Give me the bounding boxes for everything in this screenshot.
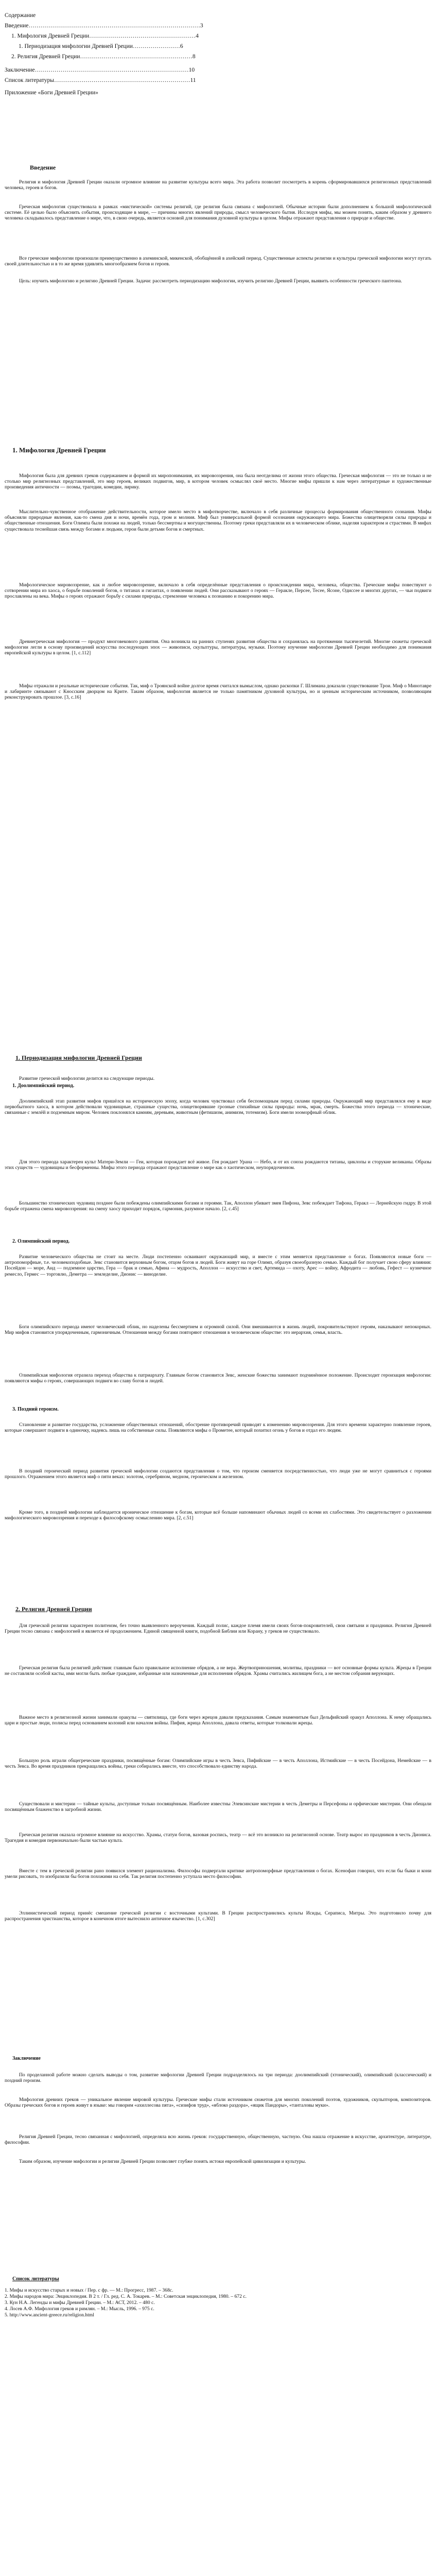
chapter-paragraph: Большую роль играли общегреческие праздники, посвящённые богам: Олимпийские игры в честь Зевса, Пифийские — в честь Аполлона, Истмийские — в честь Посейдона, Немейские — в честь Зевса. Во время праздников прекращались войны, греки собирались вместе, что способствовало единству народа. xyxy=(5,1757,431,1769)
literature-item: 4. Лосев А.Ф. Мифология греков и римлян. – М.: Мысль, 1996. – 975 с. xyxy=(5,2306,154,2312)
intro-title: Введение xyxy=(30,164,56,171)
subsection-paragraph: Боги олимпийского периода имеют человеческий облик, но наделены бессмертием и огромной силой. Они вмешиваются в жизнь людей, покровительствуют героям, наказывают непокорных. Мир мифов становится упорядоченным, гармоничным. Отношения между богами повторяют отношения в человеческом обществе: это иерархия, семья, власть. xyxy=(5,1324,431,1335)
conclusion-paragraph: По проделанной работе можно сделать выводы о том, развитие мифологии Древней Греции подразделялось на три периода: доолимпийский (хтонический), олимпийский (классический) и поздний героизм. xyxy=(5,2072,431,2083)
toc-item: Список литературы……………………………………………………………11 xyxy=(5,77,196,83)
section-lead: Развитие греческой мифологии делится на следующие периоды. xyxy=(19,1075,155,1081)
subsection-heading: 2. Олимпийский период. xyxy=(12,1239,70,1244)
chapter-paragraph: Греческая религия была религией действия: главным было правильное исполнение обрядов, а не вера. Жертвоприношения, молитвы, праздники — вот основные формы культа. Жрецы в Греции не составляли особой касты, ими могли быть любые граждане, избранные или назначенные для исполнения обрядов. Храмы считались жилищем бога, а не местом собрания верующих. xyxy=(5,1665,431,1676)
chapter-title: 1. Мифология Древней Греции xyxy=(12,446,106,454)
conclusion-paragraph: Мифология древних греков — уникальное явление мировой культуры. Греческие мифы стали источником сюжетов для многих поколений поэтов, художников, скульпторов, композиторов. Образы греческих богов и героев живут в языке: мы говорим «ахиллесова пята», «сизифов труд», «яблоко раздора», «ящик Пандоры», «танталовы муки». xyxy=(5,2096,431,2108)
toc-item: Заключение……………………………………………………………………10 xyxy=(5,67,195,73)
literature-item: 1. Мифы и искусство старых и новых / Пер. с фр. — М.: Прогресс, 1987. – 368с. xyxy=(5,2287,173,2293)
subsection-paragraph: Для этого периода характерен культ Матери-Земли — Геи, которая порождает всё живое. Гея рождает Урана — Небо, и от их союза рождаются титаны, циклопы и сторукие великаны. Образы этих существ — чудовищны и бесформенны. Мифы этого периода отражают представление о мире как о хаотическом, неупорядоченном. xyxy=(5,1159,431,1171)
chapter-paragraph: Древнегреческая мифология — продукт многовекового развития. Она возникла на ранних ступенях развития общества и сохранялась на протяжении тысячелетий. Многие сюжеты греческой мифологии легли в основу произведений искусства последующих эпох — живописи, скульптуры, литературы, музыки. Поэтому изучение мифологии Древней Греции необходимо для понимания европейской культуры в целом. [1, с.112] xyxy=(5,638,431,656)
chapter-paragraph: Существовали и мистерии — тайные культы, доступные только посвящённым. Наиболее известны Элевсинские мистерии в честь Деметры и Персефоны и орфические мистерии. Они обещали посвящённым блаженство в загробной жизни. xyxy=(5,1801,431,1812)
subsection-heading: 1. Доолимпийский период. xyxy=(12,1083,75,1089)
chapter-paragraph: Для греческой религии характерен политеизм, без точно выявленного вероучения. Каждый полис, каждое племя имели своих богов-покровителей, свои святыни и праздники. Религия Древней Греции тесно связана с мифологией и является её продолжением. Единой священной книги, подобной Библии или Корану, у греков не существовало. xyxy=(5,1622,431,1634)
subsection-paragraph: Олимпийская мифология отразила переход общества к патриархату. Главным богом становится Зевс, женские божества занимают подчинённое положение. Происходит героизация мифологии: появляются мифы о героях, совершающих подвиги во славу богов и людей. xyxy=(5,1372,431,1384)
toc-item: 1. Мифология Древней Греции………………………………………………4 xyxy=(11,33,199,39)
toc-item: Приложение «Боги Древней Греции» xyxy=(5,90,98,96)
literature-title: Список литературы xyxy=(12,2276,59,2282)
section-title: 1. Периодизация мифологии Древней Греции xyxy=(15,1054,142,1061)
chapter-paragraph: Эллинистический период принёс смешение греческой религии с восточными культами. В Греции распространились культы Исиды, Сераписа, Митры. Это подготовило почву для распространения христианства, которое в конечном итоге вытеснило античное язычество. [1, с.302] xyxy=(5,1910,431,1922)
toc-item: 1. Периодизация мифологии Древней Греции……………………6 xyxy=(19,43,183,49)
toc-item: Введение……………………………………………………………………………3 xyxy=(5,23,203,29)
chapter-paragraph: Мифологическое мировоззрение, как и любое мировоззрение, включало в себя определённые представления о происхождении мира, человека, общества. Греческие мифы повествуют о сотворении мира из хаоса, о борьбе поколений богов, о титанах и гигантах, о появлении людей. Они рассказывают о героях — Геракле, Персее, Тесее, Ясоне, Одиссее и многих других, — чьи подвиги прославлены на века. Мифы о героях отражают борьбу с силами природы, стремление человека к познанию и покорению мира. xyxy=(5,582,431,600)
chapter-paragraph: Греческая религия оказала огромное влияние на искусство. Храмы, статуи богов, вазовая роспись, театр — всё это возникло на религиозной основе. Театр вырос из праздников в честь Диониса. Трагедия и комедия первоначально были частью культа. xyxy=(5,1832,431,1843)
intro-paragraph: Религия и мифология Древней Греции оказали огромное влияние на развитие культуры всего мира. Эта работа позволит посмотреть в корень сформировавшихся религиозных представлений человека, героев и богов. xyxy=(5,179,431,191)
chapter-title: 2. Религия Древней Греции xyxy=(15,1605,92,1613)
conclusion-title: Заключение xyxy=(12,2056,41,2061)
chapter-paragraph: Мифы отражали и реальные исторические события. Так, миф о Троянской войне долгое время считался вымыслом, однако раскопки Г. Шлимана доказали существование Трои. Миф о Минотавре и лабиринте связывают с Кносским дворцом на Крите. Таким образом, мифология является не только памятником духовной культуры, но и ценным историческим источником, позволяющим реконструировать прошлое. [3, с.16] xyxy=(5,683,431,701)
subsection-heading: 3. Поздний героизм. xyxy=(12,1406,59,1412)
subsection-paragraph: Кроме того, в поздней мифологии наблюдается ироническое отношение к богам, которые всё больше напоминают обычных людей со всеми их слабостями. Это свидетельствует о разложении мифологического мировоззрения и переходе к философскому осмыслению мира. [2, с.51] xyxy=(5,1509,431,1521)
intro-paragraph: Цель: изучить мифологию и религию Древней Греции. Задачи: рассмотреть периодизацию мифологии, изучить религию Древней Греции, выявить особенности греческого пантеона. xyxy=(19,278,402,284)
subsection-paragraph: Развитие человеческого общества не стоит на месте. Люди постепенно осваивают окружающий мир, и вместе с этим меняется представление о богах. Появляются новые боги — антропоморфные, т.е. человекоподобные. Зевс становится верховным богом, отцом богов и людей. Боги живут на горе Олимп, образуя своеобразную семью. Каждый бог получает свою сферу влияния: Посейдон — море, Аид — подземное царство, Гера — брак и семью, Афина — мудрость, Аполлон — искусство и свет, Артемида — охоту, Арес — войну, Афродита — любовь, Гефест — кузнечное ремесло, Гермес — торговлю, Деметра — земледелие, Дионис — виноделие. xyxy=(5,1253,431,1277)
chapter-paragraph: Мифология была для древних греков содержанием и формой их миропонимания, их мировоззрения, она была неотделима от жизни этого общества. Греческая мифология — это не только и не столько мир религиозных представлений, это мир героев, великих подвигов, мир, в котором человек осмыслял своё место. Многие мифы пришли к нам через литературные и художественные произведения античности — поэмы, трагедии, комедии, лирику. xyxy=(5,472,431,490)
subsection-paragraph: Становление и развитие государства, усложнение общественных отношений, обострение противоречий приводят к изменению мировоззрения. Для этого времени характерно появление героев, которые совершают подвиги в одиночку, надеясь лишь на собственные силы. Появляются мифы о Прометее, который похитил огонь у богов и отдал его людям. xyxy=(5,1421,431,1433)
subsection-paragraph: Доолимпийский этап развития мифов пришёлся на историческую эпоху, когда человек чувствовал себя беспомощным перед силами природы. Окружающий мир представлялся ему в виде первобытного хаоса, в котором действовали чудовищные, страшные существа, олицетворявшие грозные стихийные силы природы: ночь, мрак, смерть. Божества этого периода — хтонические, связанные с землёй и подземным миром. Человек поклонялся камням, деревьям, животным (фетишизм, анимизм, тотемизм). Боги имели зооморфный облик. xyxy=(5,1098,431,1116)
toc-item: 2. Религия Древней Греции…………………………………………………8 xyxy=(11,54,196,60)
chapter-paragraph: Вместе с тем в греческой религии рано появился элемент рационализма. Философы подвергали критике антропоморфные представления о богах. Ксенофан говорил, что если бы быки и кони умели рисовать, то изобразили бы богов похожими на себя. Так религия постепенно уступала место философии. xyxy=(5,1868,431,1879)
toc-title: Содержание xyxy=(5,12,36,19)
conclusion-paragraph: Таким образом, изучение мифологии и религии Древней Греции позволяет глубже понять истоки европейской цивилизации и культуры. xyxy=(19,2158,306,2164)
literature-item: 2. Мифы народов мира: Энциклопедия. В 2 т. / Гл. ред. С. А. Токарев. – М.: Советская энциклопедия, 1980. – 672 с. xyxy=(5,2294,247,2299)
chapter-paragraph: Мыслительно-чувственное отображение действительности, которое имело место в мифотворчестве, включало в себя различные процессы формирования общественного сознания. Мифы объясняли природные явления, как-то смена дня и ночи, времён года, гром и молния. Миф был универсальной формой осознания окружающего мира. Божества олицетворяли силы природы и общественные отношения. Боги Олимпа были похожи на людей, только бессмертны и могущественны. Поэтому греки представляли их в человеческом облике, наделяя характером и страстями. В мифах существовала теснейшая связь между богами и людьми, герои были детьми богов и смертных. xyxy=(5,509,431,532)
intro-paragraph: Все греческие мифологии произошли преимущественно в ахеминской, микенской, обобщённой в ахейский период. Существенные аспекты религии и культуры греческой мифологии могут пугать своей длительностью и в то же время удивлять многообразием богов и героев. xyxy=(5,255,431,267)
subsection-paragraph: Большинство хтонических чудовищ позднее были побеждены олимпийскими богами и героями. Так, Аполлон убивает змея Пифона, Зевс побеждает Тифона, Геракл — Лернейскую гидру. В этой борьбе отражена смена мировоззрения: на смену хаосу приходит порядок, гармония, разумное начало. [2, с.45] xyxy=(5,1200,431,1212)
literature-item: 3. Кун Н.А. Легенды и мифы Древней Греции. – М.: АСТ, 2012. – 480 с. xyxy=(5,2300,155,2306)
subsection-paragraph: В поздний героический период развития греческой мифологии создаются представления о том, что героизм сменяется посредственностью, что люди уже не могут сравниться с героями прошлого. Отражением этого является миф о пяти веках: золотом, серебряном, медном, героическом и железном. xyxy=(5,1468,431,1480)
literature-list xyxy=(5,2287,431,2318)
intro-paragraph: Греческая мифология существовала в рамках «мистической» системы религий, где религия была связана с мифологией. Обычные истории были дополнением к большой мифологической системе. Её целью было объяснить события, происходящие в мире, — причины многих явлений природы, смысл человеческого бытия. Исследуя мифы, мы можем понять, каким образом у древнего человека складывалось представление о мире, что, в свою очередь, является основой для понимания духовной культуры в целом. Мифы отражают представления о природе и обществе. xyxy=(5,204,431,222)
conclusion-paragraph: Религия Древней Греции, тесно связанная с мифологией, определяла всю жизнь греков: государственную, общественную, частную. Она нашла отражение в искусстве, архитектуре, литературе, философии. xyxy=(5,2133,431,2145)
literature-item[interactable]: 5. http://www.ancient-greece.ru/religion.html xyxy=(5,2312,94,2318)
chapter-paragraph: Важное место в религиозной жизни занимали оракулы — святилища, где боги через жрецов давали предсказания. Самым знаменитым был Дельфийский оракул Аполлона. К нему обращались цари и простые люди, полисы перед основанием колоний или началом войны. Пифия, жрица Аполлона, давала ответы, которые толковали жрецы. xyxy=(5,1714,431,1726)
